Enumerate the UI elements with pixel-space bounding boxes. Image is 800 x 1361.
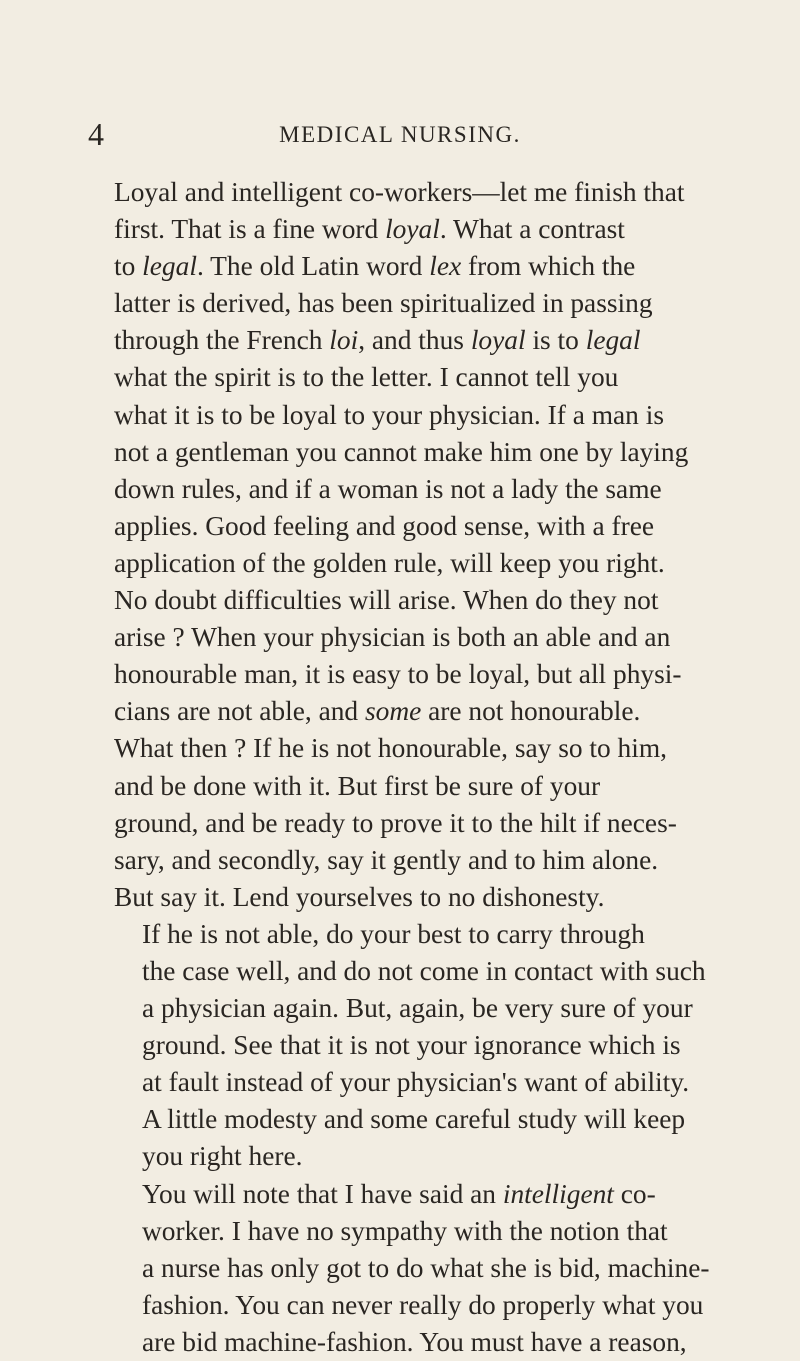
text-line: But say it. Lend yourselves to no dishonesty. [114, 881, 605, 912]
text-line: what it is to be loyal to your physician. If a man is [114, 399, 664, 430]
text-line: what the spirit is to the letter. I cannot tell you [114, 362, 619, 393]
text-line: latter is derived, has been spiritualized in passing [114, 288, 653, 319]
text-line: ground. See that it is not your ignorance which is [142, 1030, 681, 1061]
paragraph [114, 174, 711, 916]
body-text [114, 174, 711, 1361]
text-line: application of the golden rule, will keep you right. [114, 547, 665, 578]
text-line: a nurse has only got to do what she is bid, machine- [142, 1252, 710, 1283]
paragraph [114, 1176, 711, 1361]
text-line: honourable man, it is easy to be loyal, but all physi- [114, 659, 682, 690]
text-line: through the French loi, and thus loyal is to legal [114, 325, 641, 356]
text-line: ground, and be ready to prove it to the hilt if neces- [114, 807, 677, 838]
text-line: What then ? If he is not honourable, say so to him, [114, 733, 668, 764]
text-line: No doubt difficulties will arise. When do they not [114, 585, 659, 616]
text-line: fashion. You can never really do properly what you [142, 1289, 704, 1320]
text-line: A little modesty and some careful study will keep [142, 1104, 686, 1135]
paragraph [114, 916, 711, 1176]
text-line: arise ? When your physician is both an able and an [114, 622, 671, 653]
text-line: and be done with it. But first be sure of your [114, 770, 601, 801]
text-line: first. That is a fine word loyal. What a contrast [114, 214, 625, 245]
text-line: the case well, and do not come in contact with such [142, 955, 706, 986]
running-title: MEDICAL NURSING. [279, 122, 521, 147]
text-line: If he is not able, do your best to carry through [142, 918, 645, 949]
text-line: you right here. [142, 1141, 303, 1172]
page-header [0, 112, 800, 152]
text-line: down rules, and if a woman is not a lady the same [114, 473, 662, 504]
page-number: 4 [88, 116, 104, 152]
text-line: not a gentleman you cannot make him one by laying [114, 436, 689, 467]
text-line: to legal. The old Latin word lex from which the [114, 251, 636, 282]
text-line: worker. I have no sympathy with the notion that [142, 1215, 668, 1246]
text-line: Loyal and intelligent co-workers—let me finish that [114, 177, 685, 207]
text-line: at fault instead of your physician's want of ability. [142, 1067, 690, 1098]
text-line: sary, and secondly, say it gently and to him alone. [114, 844, 659, 875]
text-line: are bid machine-fashion. You must have a reason, [142, 1326, 687, 1357]
text-line: cians are not able, and some are not honourable. [114, 696, 641, 727]
text-line: You will note that I have said an intelligent co- [142, 1178, 656, 1209]
text-line: a physician again. But, again, be very sure of your [142, 993, 693, 1024]
text-line: applies. Good feeling and good sense, with a free [114, 510, 655, 541]
